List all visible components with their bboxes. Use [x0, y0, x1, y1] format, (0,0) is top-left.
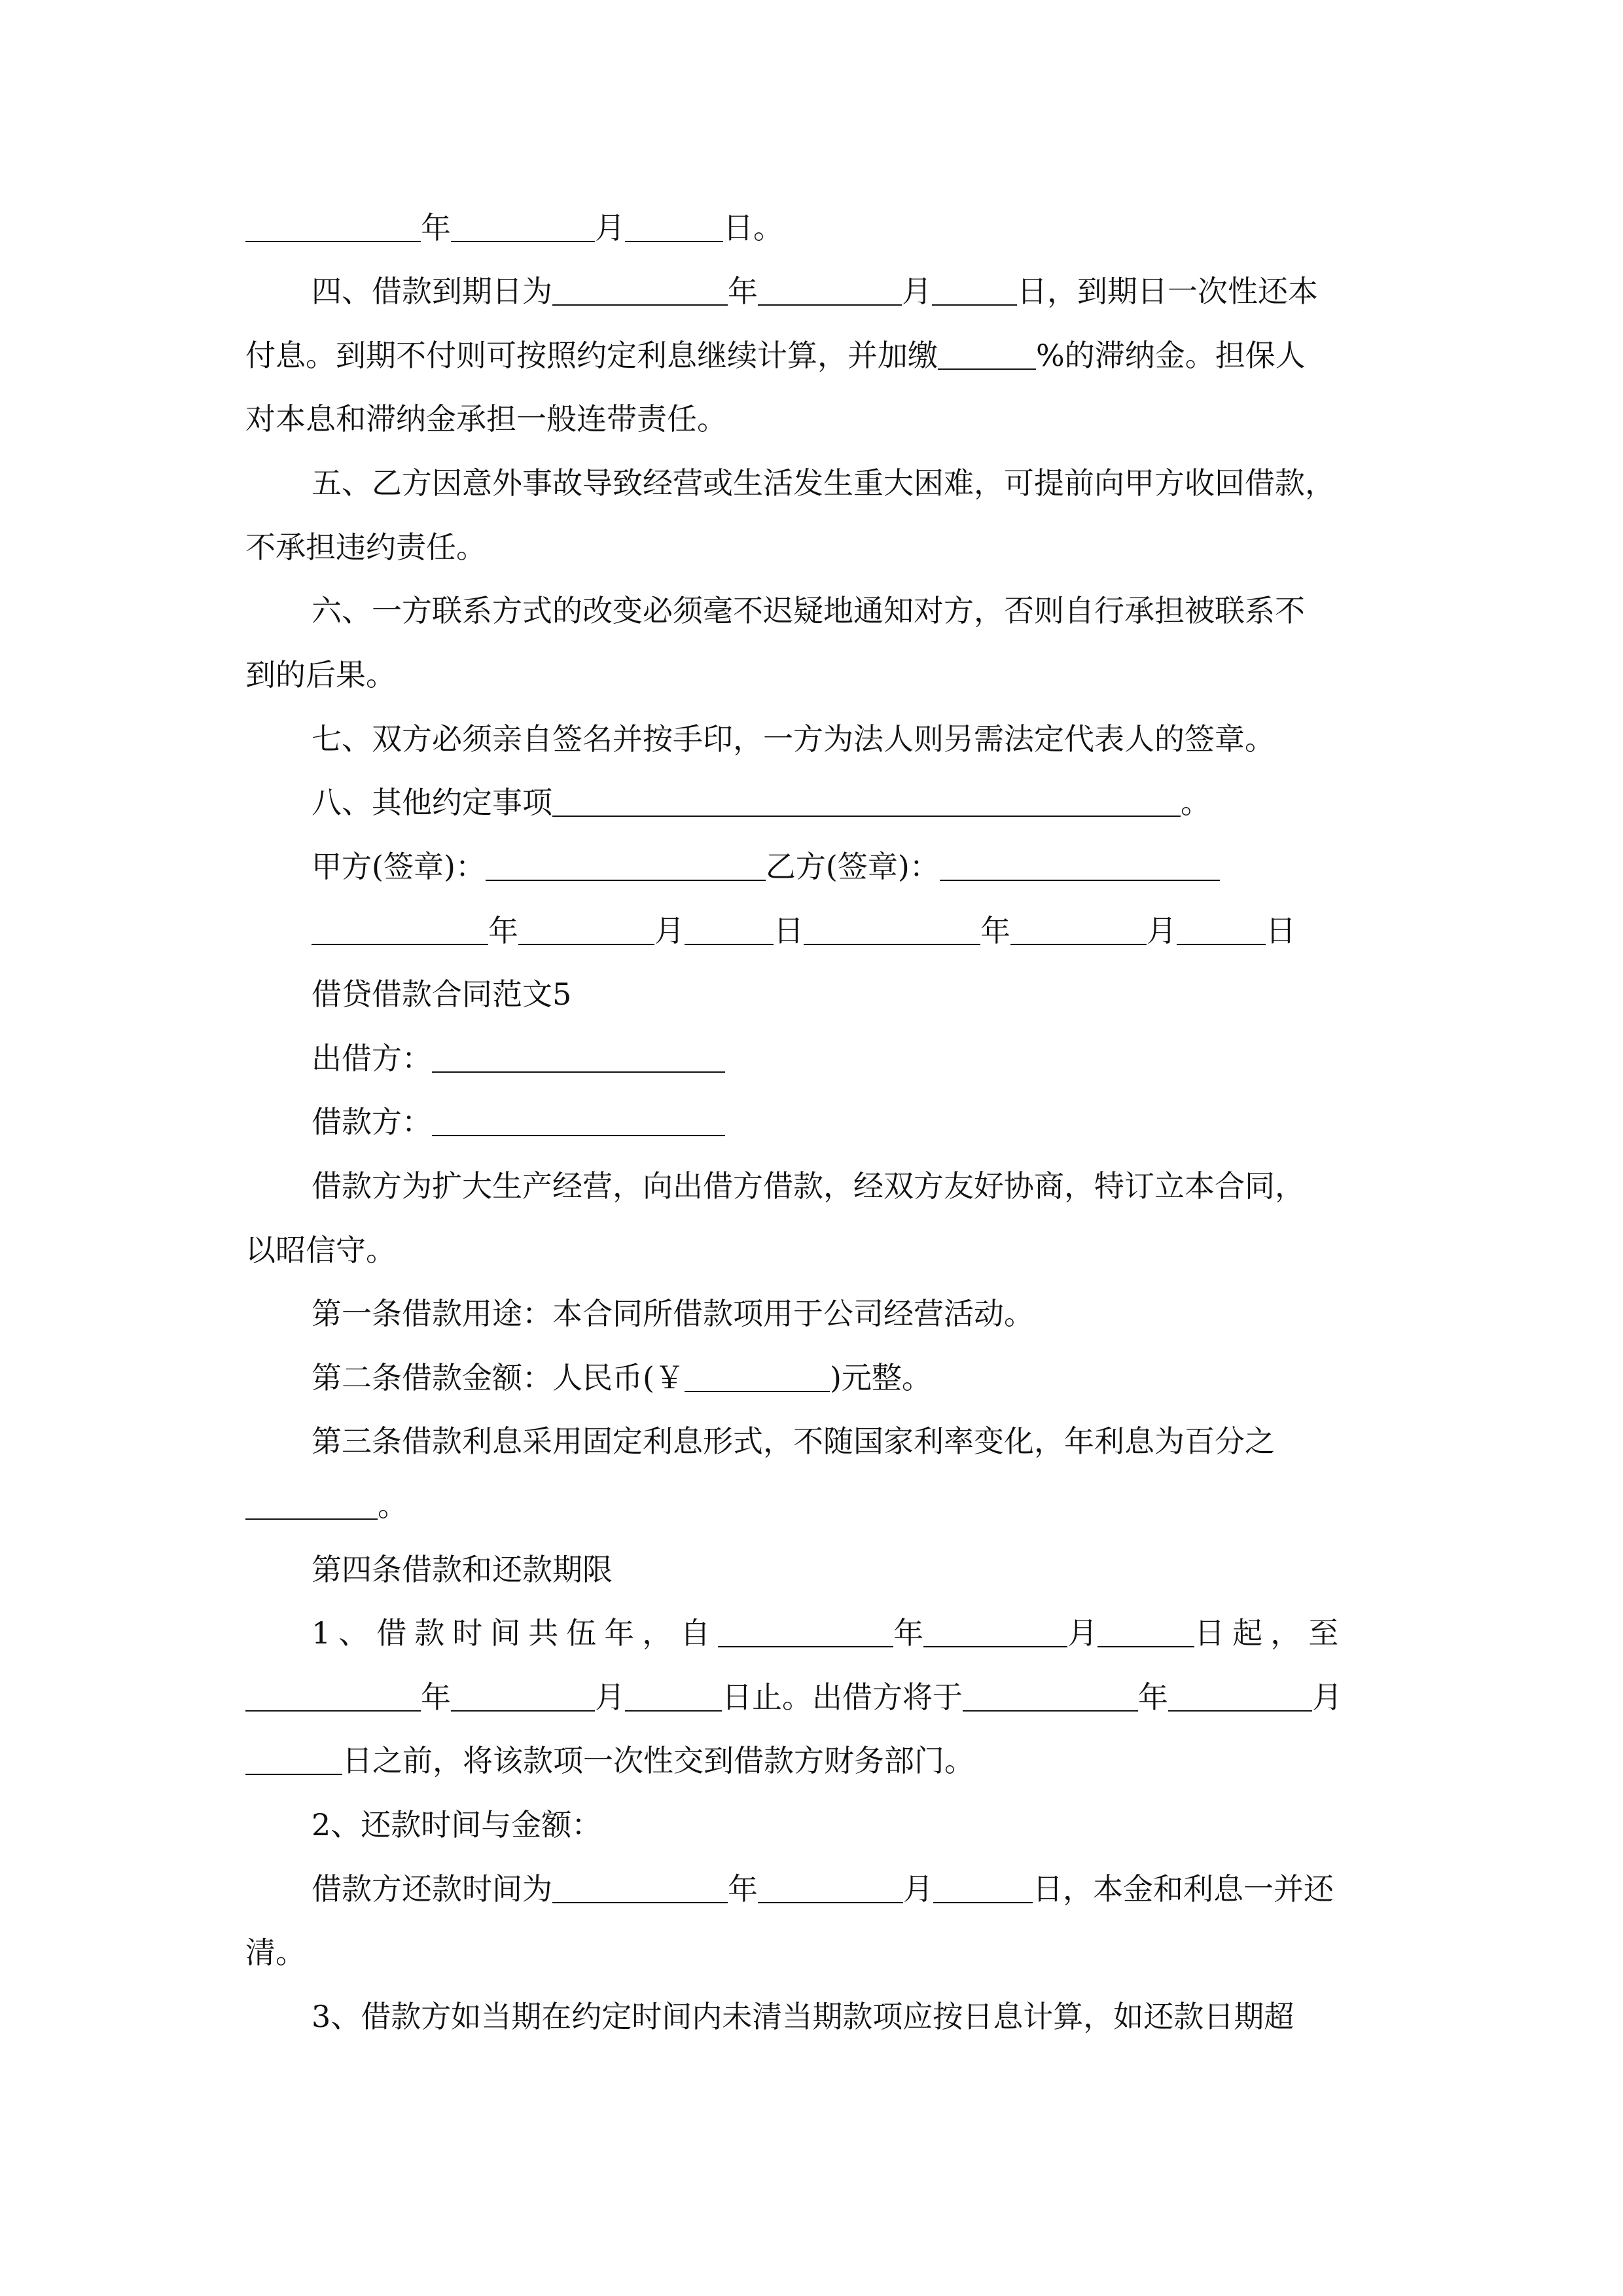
article-4-2-line-2: 清。 [245, 1935, 306, 1970]
clause-5-line-1: 五、乙方因意外事故导致经营或生活发生重大困难，可提前向甲方收回借款， [312, 465, 1335, 501]
intro-line-1: 借款方为扩大生产经营，向出借方借款，经双方友好协商，特订立本合同， [312, 1168, 1305, 1204]
article-1: 第一条借款用途：本合同所借款项用于公司经营活动。 [312, 1296, 1034, 1331]
party-a-signature-blank [486, 850, 766, 881]
month-blank [1168, 1680, 1312, 1712]
year-blank [312, 914, 488, 945]
intro-line-2: 以昭信守。 [245, 1232, 396, 1268]
article-4-1-line-2: 年 月 日止。出借方将于 年 月 [245, 1677, 1384, 1717]
section-title: 借贷借款合同范文5 [312, 977, 572, 1012]
clause-4-line-2: 付息。到期不付则可按照约定利息继续计算，并加缴 %的滞纳金。担保人 [245, 338, 1306, 373]
article-2: 第二条借款金额：人民币(￥ )元整。 [312, 1360, 932, 1395]
penalty-rate-blank [938, 338, 1036, 370]
party-b-signature-blank [940, 850, 1220, 881]
month-blank [451, 1680, 595, 1712]
amount-blank [685, 1361, 830, 1392]
borrower-line: 借款方： [312, 1102, 1385, 1141]
year-blank [963, 1680, 1138, 1712]
year-blank [804, 914, 980, 945]
clause-5-line-2: 不承担违约责任。 [245, 529, 486, 565]
borrower-blank [432, 1105, 725, 1136]
lender-line: 出借方： [312, 1039, 1385, 1078]
article-3-line-1: 第三条借款利息采用固定利息形式，不随国家利率变化，年利息为百分之 [312, 1424, 1275, 1459]
year-blank [552, 1872, 728, 1903]
day-blank [625, 211, 723, 242]
day-blank [1097, 1616, 1194, 1647]
year-blank [718, 1616, 893, 1647]
clause-7: 七、双方必须亲自签名并按手印，一方为法人则另需法定代表人的签章。 [312, 721, 1275, 757]
clause-4-line-3: 对本息和滞纳金承担一般连带责任。 [245, 401, 727, 437]
day-blank [625, 1680, 722, 1712]
date-line: 年 月 日。 [245, 208, 1384, 247]
clause-6-line-1: 六、一方联系方式的改变必须毫不迟疑地通知对方，否则自行承担被联系不 [312, 593, 1305, 628]
month-blank [758, 1872, 903, 1903]
article-4-3-line-1: 3、借款方如当期在约定时间内未清当期款项应按日息计算，如还款日期超 [312, 1999, 1294, 2034]
year-blank [552, 274, 728, 306]
signature-line: 甲方(签章)： 乙方(签章)： [312, 847, 1385, 886]
interest-rate-blank [245, 1488, 378, 1520]
article-4-2-line-1: 借款方还款时间为 年 月 日，本金和利息一并还 [312, 1871, 1334, 1907]
signature-dates: 年 月 日 年 月 日 [312, 911, 1385, 950]
month-blank [1010, 914, 1147, 945]
clause-6-line-2: 到的后果。 [245, 657, 396, 692]
article-4-1-line-1: 1、借款时间共伍年，自 年 月 日起，至 [312, 1615, 1347, 1651]
article-3-line-2: 。 [245, 1486, 1384, 1525]
article-4-2-title: 2、还款时间与金额： [312, 1807, 602, 1842]
lender-blank [432, 1041, 725, 1073]
day-blank [1177, 914, 1266, 945]
article-4-1-line-3: 日之前，将该款项一次性交到借款方财务部门。 [245, 1741, 1384, 1780]
clause-4-line-1: 四、借款到期日为 年 月 日，到期日一次性还本 [312, 274, 1318, 309]
article-4-title: 第四条借款和还款期限 [312, 1552, 613, 1587]
other-terms-blank [552, 785, 1181, 817]
month-blank [758, 274, 902, 306]
day-blank [933, 1872, 1033, 1903]
day-blank [932, 274, 1017, 306]
month-blank [518, 914, 654, 945]
month-blank [451, 211, 595, 242]
year-blank [245, 1680, 421, 1712]
year-blank [245, 211, 421, 242]
clause-8: 八、其他约定事项 。 [312, 785, 1211, 820]
day-blank [245, 1744, 342, 1775]
day-blank [685, 914, 774, 945]
month-blank [923, 1616, 1067, 1647]
